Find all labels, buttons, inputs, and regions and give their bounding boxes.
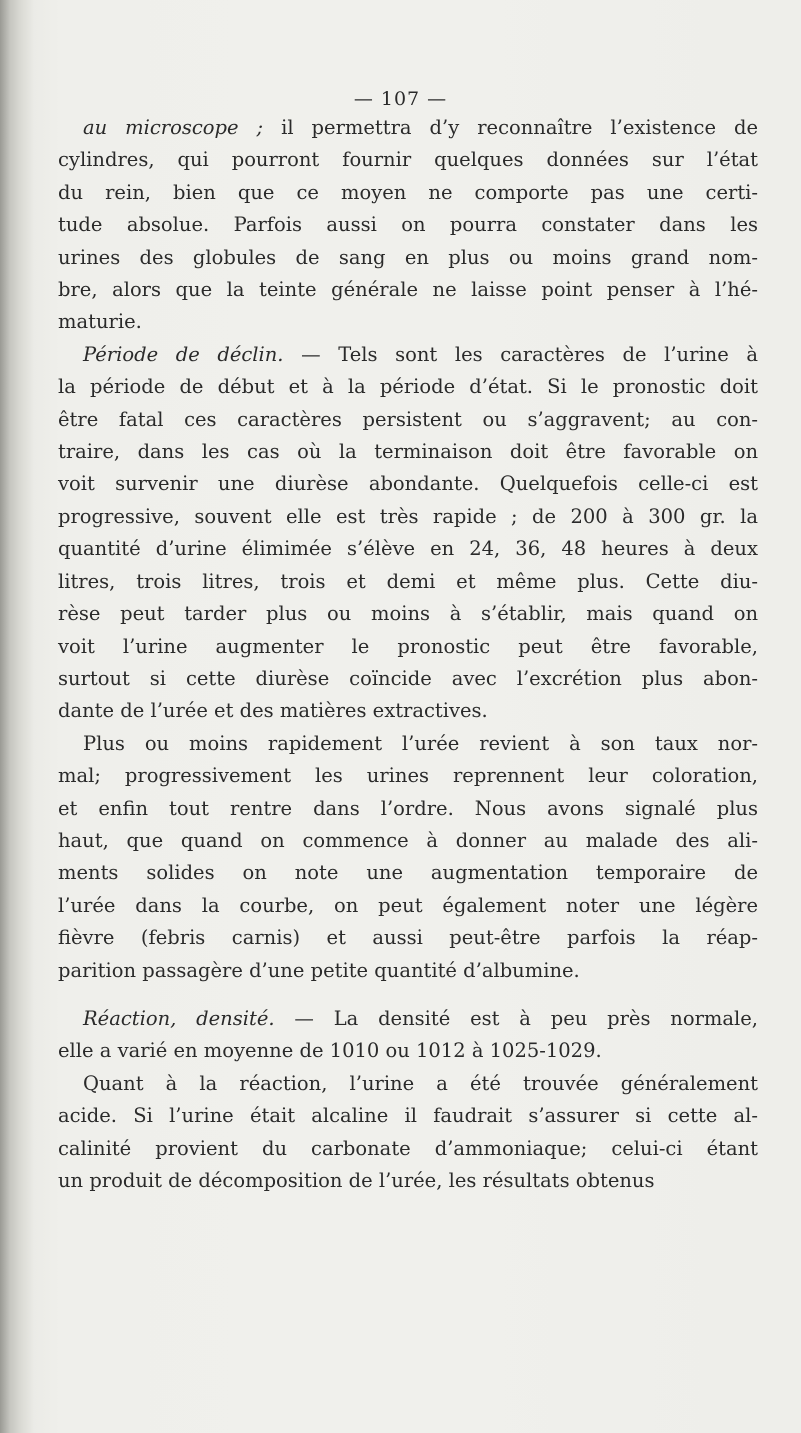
line-text: Plus ou moins rapidement l’urée revient à son taux nor- [83,731,758,755]
italic-heading: Réaction, densité. [83,1006,275,1030]
line-text: fièvre (febris carnis) et aussi peut-être parfois la réap- [58,926,758,950]
line-text: Quant à la réaction, l’urine a été trouvée généralement [83,1071,758,1095]
text-line [58,306,758,338]
page-number: — 107 — [353,88,448,110]
text-line [58,533,758,565]
text-line [58,793,758,825]
text-line [58,598,758,630]
text-line [58,339,758,371]
text-line [58,1165,758,1197]
line-text: — La densité est à peu près normale, [274,1006,758,1030]
paragraph-gap [58,987,758,1003]
line-text: maturie. [58,310,142,334]
line-text: surtout si cette diurèse coïncide avec l’excrétion plus abon- [58,666,758,690]
line-text: être fatal ces caractères persistent ou s’aggravent; au con- [58,407,758,431]
text-line [58,1068,758,1100]
text-line [58,209,758,241]
text-line [58,404,758,436]
paragraph [58,339,758,728]
text-line [58,890,758,922]
line-text: et enfin tout rentre dans l’ordre. Nous avons signalé plus [58,796,758,820]
text-line [58,663,758,695]
line-text: progressive, souvent elle est très rapide ; de 200 à 300 gr. la [58,504,758,528]
text-line [58,112,758,144]
line-text: urines des globules de sang en plus ou moins grand nom- [58,245,758,269]
text-line [58,468,758,500]
paragraph [58,1068,758,1198]
text-line [58,1133,758,1165]
text-line [58,177,758,209]
italic-heading: au microscope ; [83,116,264,139]
text-line [58,922,758,954]
text-line [58,955,758,987]
line-text: elle a varié en moyenne de 1010 ou 1012 à 1025-1029. [58,1039,602,1063]
line-text: traire, dans les cas où la terminaison doit être favorable on [58,440,758,464]
text-line [58,274,758,306]
text-line [58,857,758,889]
line-text: voit survenir une diurèse abondante. Quelquefois celle-ci est [58,472,758,496]
line-text: parition passagère d’une petite quantité d’albumine. [58,958,580,982]
text-line [58,728,758,760]
line-text: voit l’urine augmenter le pronostic peut être favorable, [58,634,758,658]
line-text: litres, trois litres, trois et demi et même plus. Cette diu- [58,569,758,593]
paragraph [58,728,758,987]
line-text: l’urée dans la courbe, on peut également noter une légère [58,893,758,917]
line-text: rèse peut tarder plus ou moins à s’établir, mais quand on [58,602,758,626]
text-line [58,1003,758,1035]
line-text: bre, alors que la teinte générale ne laisse point penser à l’hé- [58,278,758,302]
paragraph [58,112,758,339]
text-line [58,501,758,533]
line-text: la période de début et à la période d’état. Si le pronostic doit [58,375,758,399]
text-line [58,1035,758,1067]
text-line [58,631,758,663]
text-line [58,566,758,598]
text-line [58,1100,758,1132]
line-text: cylindres, qui pourront fournir quelques données sur l’état [58,148,758,172]
text-line [58,760,758,792]
line-text: quantité d’urine élimimée s’élève en 24, 36, 48 heures à deux [58,537,758,561]
line-text: ments solides on note une augmentation temporaire de [58,861,758,885]
line-text: du rein, bien que ce moyen ne comporte pas une certi- [58,180,758,204]
book-spine-shadow [0,0,34,1433]
line-text: calinité provient du carbonate d’ammoniaque; celui-ci étant [58,1136,758,1160]
line-text: — Tels sont les caractères de l’urine à [283,342,759,366]
italic-heading: Période de déclin. [83,342,284,366]
line-text: mal; progressivement les urines reprennent leur coloration, [58,764,758,788]
line-text: acide. Si l’urine était alcaline il faudrait s’assurer si cette al- [58,1104,758,1128]
text-line [58,144,758,176]
text-line [58,825,758,857]
line-text: dante de l’urée et des matières extractives. [58,699,488,723]
text-line [58,242,758,274]
paragraph [58,1003,758,1068]
line-text: tude absolue. Parfois aussi on pourra constater dans les [58,213,758,237]
line-text: un produit de décomposition de l’urée, les résultats obtenus [58,1169,655,1192]
line-text: haut, que quand on commence à donner au malade des ali- [58,828,758,852]
line-text: il permettra d’y reconnaître l’existence de [263,116,758,139]
text-line [58,436,758,468]
text-line [58,371,758,403]
body-text [58,112,758,1197]
text-line [58,695,758,727]
